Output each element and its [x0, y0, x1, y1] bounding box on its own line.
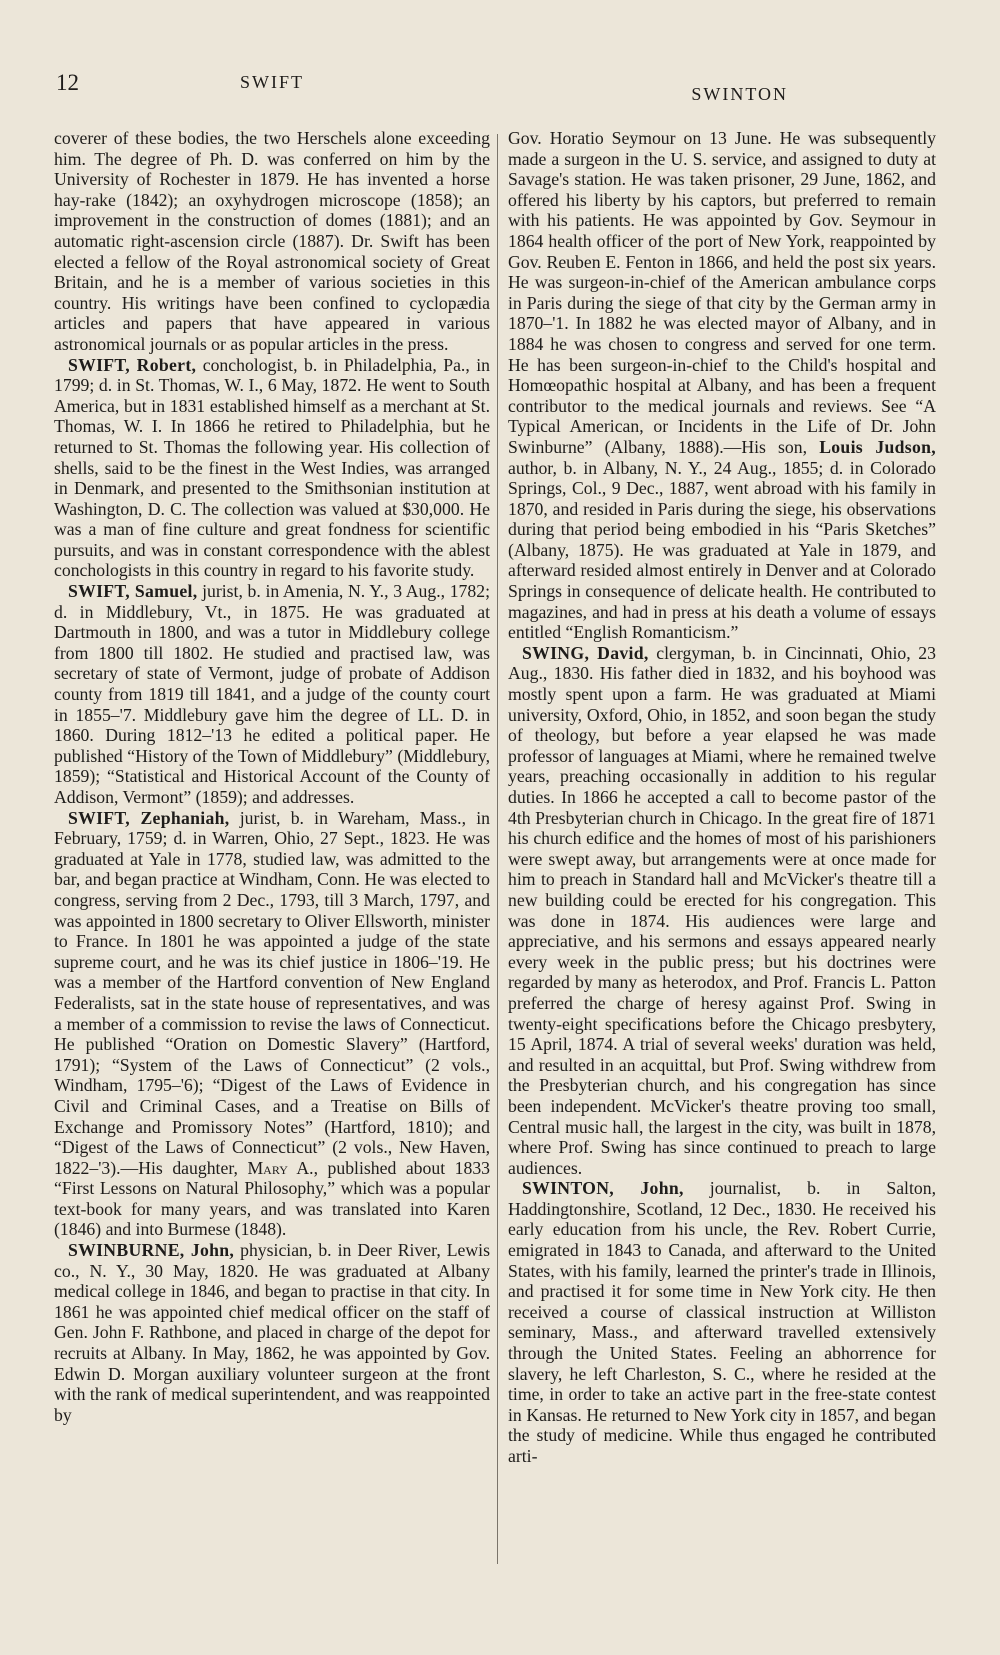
entry-text: clergyman, b. in Cincinnati, Ohio, 23 Aug., 1830. His father died in 1832, and his boyhood was mostly spent upon a farm. He was graduated at Miami university, Oxford, Ohio, in 1852, and soon began the study of theology, but before a year elapsed he was made professor of languages at Miami, where he remained twelve years, preaching occasionally in addition to his regular duties. In 1866 he accepted a call to become pastor of the 4th Presbyterian church in Chicago. In the great fire of 1871 his church edifice and the homes of most of his parishioners were swept away, but arrangements were at once made for him to preach in Standard hall and McVicker's theatre till a new building could be erected for his congregation. This was done in 1874. His audiences were large and appreciative, and his sermons and essays appeared nearly every week in the public press; but his doctrines were regarded by many as heterodox, and Prof. Francis L. Patton preferred the charge of heresy against Prof. Swing in twenty-eight specifications before the Chicago presbytery, 15 April, 1874. A trial of several weeks' duration was held, and resulted in an acquittal, but Prof. Swing withdrew from the Presbyterian church, and his congregation has since been independent. McVicker's theatre proving too small, Central music hall, the largest in the city, was built in 1878, where Prof. Swing has since continued to preach to large audiences. — [508, 642, 936, 1178]
entry-swinburne-john — [54, 1240, 490, 1425]
entry-text: , published about 1833 “First Lessons on Natural Philosophy,” which was a popular text-book for many years, and was translated into Karen (1846) and into Burmese (1848). — [54, 1157, 490, 1240]
entry-text: Gov. Horatio Seymour on 13 June. He was subsequently made a surgeon in the U. S. service, and assigned to duty at Savage's station. He was taken prisoner, 29 June, 1862, and offered his liberty by his captors, but preferred to remain with his patients. He was appointed by Gov. Seymour in 1864 health officer of the port of New York, reappointed by Gov. Reuben E. Fenton in 1866, and held the post six years. He was surgeon-in-chief of the American ambulance corps in Paris during the siege of that city by the German army in 1870–'1. In 1882 he was elected mayor of Albany, and in 1884 he was chosen to congress and served for one term. He has been surgeon-in-chief to the Child's hospital and Homœopathic hospital at Albany, and has been a frequent contributor to the medical journals and reviews. See “A Typical American, or Incidents in the Life of Dr. John Swinburne” (Albany, 1888).—His son, — [508, 128, 936, 457]
entry-text: physician, b. in Deer River, Lewis co., N. Y., 30 May, 1820. He was graduated at Albany medical college in 1846, and began to practise in that city. In 1861 he was appointed chief medical officer on the staff of Gen. John F. Rathbone, and placed in charge of the depot for recruits at Albany. In May, 1862, he was appointed by Gov. Edwin D. Morgan auxiliary volunteer surgeon at the front with the rank of medical superintendent, and was reappointed by — [54, 1240, 490, 1425]
entry-text: conchologist, b. in Philadelphia, Pa., in 1799; d. in St. Thomas, W. I., 6 May, 1872. He went to South America, but in 1831 established himself as a merchant at St. Thomas, W. I. In 1866 he retired to Philadelphia, but he returned to St. Thomas the following year. His collection of shells, said to be the finest in the West Indies, was arranged in Denmark, and presented to the Smithsonian institution at Washington, D. C. The collection was valued at $30,000. He was a man of fine culture and great fondness for scientific pursuits, and was in constant correspondence with the ablest conchologists in this country in regard to his favorite study. — [54, 354, 490, 581]
right-column — [508, 128, 936, 1568]
left-column — [54, 128, 490, 1568]
left-running-head: SWIFT — [240, 72, 304, 92]
entry-headword: SWING, David, — [522, 642, 649, 663]
page-header — [56, 70, 788, 110]
entry-swinton-john — [508, 1178, 936, 1466]
right-running-head: SWINTON — [691, 84, 788, 104]
entry-swift-zephaniah — [54, 808, 490, 1240]
continuation-paragraph: coverer of these bodies, the two Herschels alone exceeding him. The degree of Ph. D. was conferred on him by the University of Rochester in 1879. He has invented a horse hay-rake (1842); an oxyhydrogen microscope (1858); an improvement in the construction of domes (1881); and an automatic right-ascension circle (1887). Dr. Swift has been elected a fellow of the Royal astronomical society of Great Britain, and he is a member of various societies in this country. His writings have been confined to cyclopædia articles and papers that have appeared in various astronomical journals or as popular articles in the press. — [54, 128, 490, 354]
entry-headword: SWINTON, John, — [522, 1178, 684, 1199]
entry-subname: Louis Judson, — [819, 436, 936, 457]
entry-subname: Mary A. — [247, 1157, 314, 1178]
column-divider — [497, 134, 498, 1564]
entry-swift-robert — [54, 355, 490, 582]
entry-headword: SWIFT, Zephaniah, — [68, 807, 230, 828]
entry-text: jurist, b. in Wareham, Mass., in February, 1759; d. in Warren, Ohio, 27 Sept., 1823. He was graduated at Yale in 1778, studied law, was admitted to the bar, and began practice at Windham, Conn. He was elected to congress, serving from 2 Dec., 1793, till 3 March, 1797, and was appointed in 1800 secretary to Oliver Ellsworth, minister to France. In 1801 he was appointed a judge of the state supreme court, and he was its chief justice in 1806–'19. He was a member of the Hartford convention of New England Federalists, sat in the state house of representatives, and was a member of a commission to revise the laws of Connecticut. He published “Oration on Domestic Slavery” (Hartford, 1791); “System of the Laws of Connecticut” (2 vols., Windham, 1795–'6); “Digest of the Laws of Evidence in Civil and Criminal Cases, and a Treatise on Bills of Exchange and Promissory Notes” (Hartford, 1810); and “Digest of the Laws of Connecticut” (2 vols., New Haven, 1822–'3).—His daughter, — [54, 807, 490, 1178]
entry-headword: SWIFT, Samuel, — [68, 581, 198, 602]
entry-swift-samuel — [54, 581, 490, 808]
entry-headword: SWINBURNE, John, — [68, 1240, 235, 1261]
entry-headword: SWIFT, Robert, — [68, 354, 197, 375]
entry-text: jurist, b. in Amenia, N. Y., 3 Aug., 1782; d. in Middlebury, Vt., in 1875. He was graduated at Dartmouth in 1800, and was a tutor in Middlebury college from 1800 till 1802. He studied and practised law, was secretary of state of Vermont, judge of probate of Addison county from 1819 till 1841, and a judge of the county court in 1855–'7. Middlebury gave him the degree of LL. D. in 1860. During 1812–'13 he edited a political paper. He published “History of the Town of Middlebury” (Middlebury, 1859); “Statistical and Historical Account of the County of Addison, Vermont” (1859); and addresses. — [54, 581, 490, 807]
entry-text: journalist, b. in Salton, Haddingtonshire, Scotland, 12 Dec., 1830. He received his early education from his uncle, the Rev. Robert Currie, emigrated in 1843 to Canada, and afterward to the United States, with his family, learned the printer's trade in Illinois, and practised it for some time in New York city. He then received a course of classical instruction at Williston seminary, Mass., and afterward travelled extensively through the United States. Feeling an abhorrence for slavery, he left Charleston, S. C., where he resided at the time, in order to take an active part in the free-state contest in Kansas. He returned to New York city in 1857, and began the study of medicine. While thus engaged he contributed arti- — [508, 1178, 936, 1466]
continuation-paragraph — [508, 128, 936, 643]
page-number: 12 — [56, 70, 79, 95]
entry-text: author, b. in Albany, N. Y., 24 Aug., 1855; d. in Colorado Springs, Col., 9 Dec., 1887, went abroad with his family in 1870, and resided in Paris during the siege, his observations during that period being embodied in his “Paris Sketches” (Albany, 1875). He was graduated at Yale in 1879, and afterward resided almost entirely in Denver and at Colorado Springs in consequence of delicate health. He contributed to magazines, and had in press at his death a volume of essays entitled “English Romanticism.” — [508, 457, 936, 643]
entry-swing-david — [508, 643, 936, 1178]
